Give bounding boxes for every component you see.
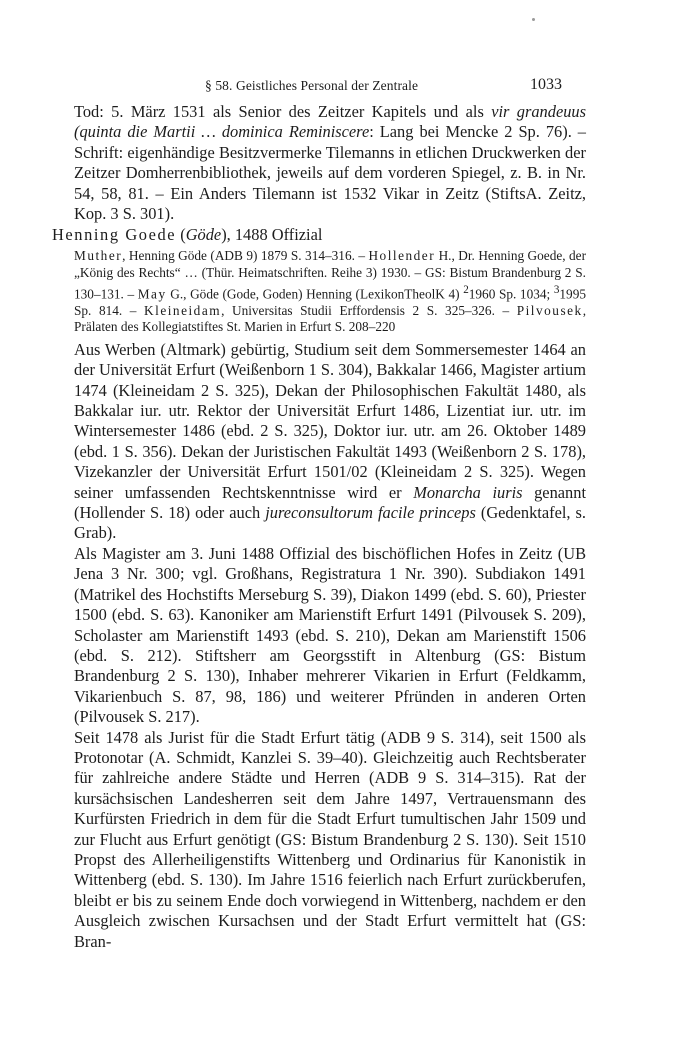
entry-office: ), 1488 Offizial [221,225,323,245]
paragraph-education [74,340,586,544]
intro-text-c: : Lang bei Mencke 2 Sp. 76). – Schrift: eigenhändige Besitzvermerke Tilemanns in etlichen Druckwerken der Zeitzer Domherrenbibliothek, jeweils auf dem vorderen Spiegel, z. B. in Nr. 54, 58, 81. – Ein Anders Tilemann ist 1532 Vikar in Zeitz (StiftsA. Zeitz, Kop. 3 S. 301). [74,122,586,224]
bib-author-muther: Muther [74,248,123,264]
bib-text: , Prälaten des Kollegiatstiftes St. Marien in Erfurt S. 208–220 [74,302,587,335]
paragraph-career: Seit 1478 als Jurist für die Stadt Erfurt tätig (ADB 9 S. 314), seit 1500 als Protonotar (A. Schmidt, Kanzlei S. 39–40). Gleichzeitig auch Rechtsberater für zahlreiche andere Städte und Herren (ADB 9 S. 314–315). Rat der kursächsischen Landesherren seit dem Jahre 1497, Vertrauensmann des Kurfürsten Friedrich in dem für die Stadt Erfurt tumultischen Jahr 1509 und zur Flucht aus Erfurt genötigt (GS: Bistum Brandenburg 2 S. 130). Seit 1510 Propst des Allerheiligenstifts Wittenberg und Ordinarius für Kanonistik in Wittenberg (ebd. S. 130). Im Jahre 1516 feierlich nach Erfurt zurückberufen, bleibt er bis zu seinem Ende doch vorwiegend in Wittenberg, nachdem er den Ausgleich zwischen Kursachsen und der Stadt Erfurt vermittelt hat (GS: Bran- [74,727,586,951]
entry-name-variant: Göde [185,225,222,245]
intro-latin-quote: vir grandeuus (quinta die Martii … dominica Reminiscere [74,102,586,142]
latin-epithet: jureconsultorum facile princeps [265,503,476,523]
section-title: § 58. Geistliches Personal der Zentrale [205,78,419,93]
bib-text: G., Göde (Gode, Goden) Henning (LexikonTheolK 4) [166,286,464,302]
latin-epithet: Monarcha iuris [413,482,523,502]
intro-paragraph [74,102,586,224]
page-number: 1033 [530,76,562,93]
entry-heading [52,224,586,245]
bib-author-hollender: Hollender [368,248,436,264]
bib-text: , Universitas Studii Erffordensis 2 S. 325–326. – [221,302,517,318]
paragraph-text: genannt (Hollender S. 18) oder auch [74,482,586,523]
bib-edition-superscript: 2 [463,283,469,296]
paragraph-text: (Gedenktafel, s. Grab). [74,503,586,543]
bib-text: 1960 Sp. 1034; [468,286,554,302]
bib-author-kleineidam: Kleineidam [144,302,222,318]
bib-text: 1995 Sp. 814. – [74,286,586,318]
running-head [0,76,700,96]
bib-edition-superscript: 3 [553,283,560,296]
bib-text: , Henning Göde (ADB 9) 1879 S. 314–316. – [122,248,369,264]
bibliography [74,248,586,335]
entry-variant-open: ( [176,225,186,245]
intro-text-a: Tod: 5. März 1531 als Senior des Zeitzer Kapitels und als [74,102,492,121]
paragraph-offices: Als Magister am 3. Juni 1488 Offizial des bischöflichen Hofes in Zeitz (UB Jena 3 Nr. 300; vgl. Großhans, Registratura 1 Nr. 390). Subdiakon 1491 (Matrikel des Hochstifts Merseburg S. 39), Diakon 1499 (ebd. S. 60), Priester 1500 (ebd. S. 63). Kanoniker am Marienstift Erfurt 1491 (Pilvousek S. 209), Scholaster am Marienstift 1493 (ebd. S. 210), Dekan am Marienstift 1506 (ebd. S. 212). Stiftsherr am Georgsstift in Altenburg (GS: Bistum Brandenburg 2 S. 130), Inhaber mehrerer Vikarien in Erfurt (Feldkamm, Vikarienbuch S. 87, 98, 186) und weiterer Pfründen in anderen Orten (Pilvousek S. 217). [74,543,586,727]
entry-name: Henning Goede [52,225,177,245]
bib-author-may: May [137,286,167,302]
scan-speck [532,18,535,21]
bib-author-pilvousek: Pilvousek [516,302,583,318]
paragraph-text: Aus Werben (Altmark) gebürtig, Studium seit dem Sommersemester 1464 an der Universität Erfurt (Weißenborn 1 S. 304), Bakkalar 1466, Magister artium 1474 (Kleineidam 2 S. 325), Dekan der Philosophischen Fakultät 1480, als Bakkalar iur. utr. Rektor der Universität Erfurt 1486, Lizentiat iur. utr. im Wintersemester 1486 (ebd. 2 S. 325), Doktor iur. utr. am 26. Oktober 1489 (ebd. 1 S. 356). Dekan der Juristischen Fakultät 1493 (Weißenborn 2 S. 178), Vizekanzler der Universität Erfurt 1501/02 (Kleineidam 2 S. 325). Wegen seiner umfassenden Rechtskenntnisse wird er [74,339,586,502]
text-column [52,102,587,952]
bib-text: H., Dr. Henning Goede, der „König des Rechts“ … (Thür. Heimatschriften. Reihe 3) 1930. – GS: Bistum Brandenburg 2 S. 130–131. – [74,248,586,302]
